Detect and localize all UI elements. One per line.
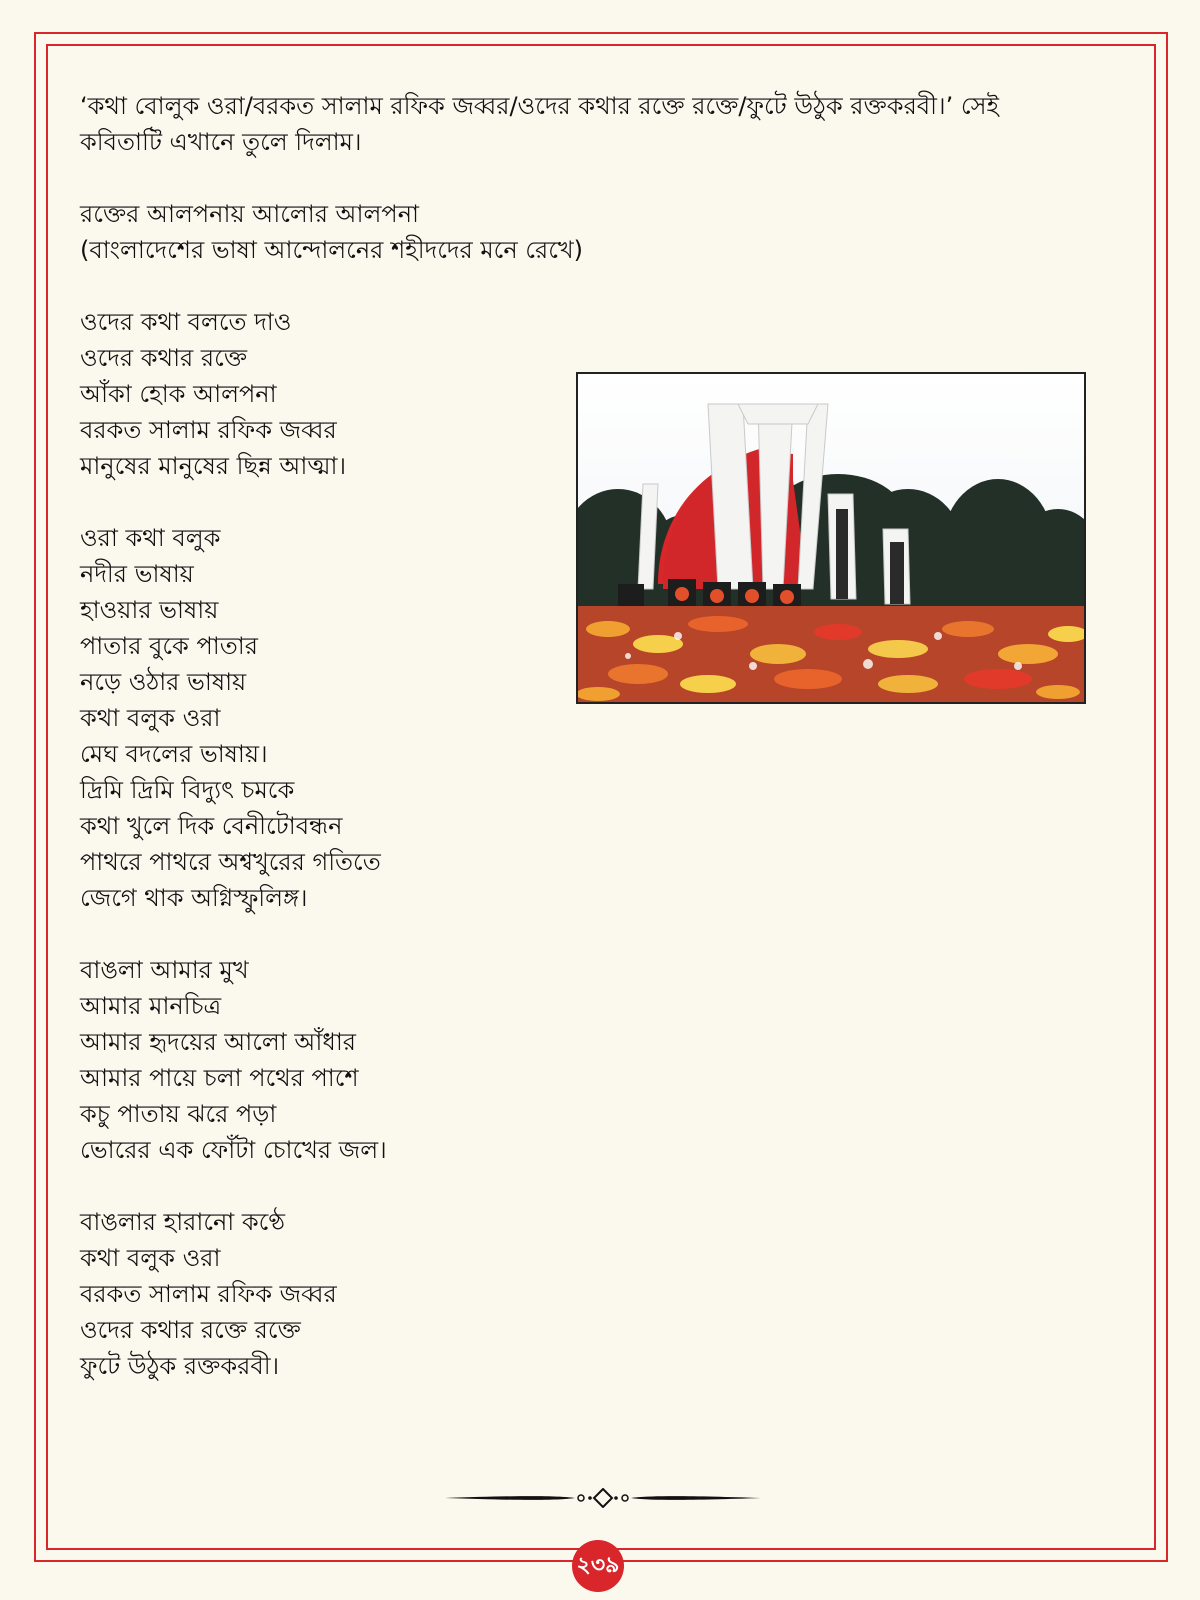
poem-line: বরকত সালাম রফিক জব্বর <box>80 1280 337 1308</box>
poem-line: আমার মানচিত্র <box>80 992 222 1020</box>
poem-line: পাথরে পাথরে অশ্বখুরের গতিতে <box>80 848 381 876</box>
poem-line: মেঘ বদলের ভাষায়। <box>80 740 268 768</box>
poem-line: পাতার বুকে পাতার <box>80 632 258 660</box>
poem-line: ওদের কথা বলতে দাও <box>80 308 292 336</box>
poem-line: বাঙলা আমার মুখ <box>80 956 249 984</box>
ornamental-divider <box>445 1488 761 1508</box>
poem-line: আমার হৃদয়ের আলো আঁধার <box>80 1028 356 1056</box>
poem-line: আমার পায়ে চলা পথের পাশে <box>80 1064 359 1092</box>
poem-line: কচু পাতায় ঝরে পড়া <box>80 1100 277 1128</box>
poem-heading <box>80 196 1130 268</box>
poem-line: মানুষের মানুষের ছিন্ন আত্মা। <box>80 452 347 480</box>
intro-paragraph <box>80 88 1130 160</box>
poem-line: বাঙলার হারানো কণ্ঠে <box>80 1208 285 1236</box>
poem-line: ওদের কথার রক্তে রক্তে <box>80 1316 301 1344</box>
poem-line: হাওয়ার ভাষায় <box>80 596 219 624</box>
intro-line-1: ‘কথা বোলুক ওরা/বরকত সালাম রফিক জব্বর/ওদের কথার রক্তে রক্তে/ফুটে উঠুক রক্তকরবী।’ সেই <box>80 92 999 120</box>
stanza-4 <box>80 1204 1130 1384</box>
poem-line: আঁকা হোক আলপনা <box>80 380 277 408</box>
poem-line: ওদের কথার রক্তে <box>80 344 248 372</box>
shaheed-minar-illustration <box>578 374 1084 702</box>
poem-line: নদীর ভাষায় <box>80 560 194 588</box>
poem-line: নড়ে ওঠার ভাষায় <box>80 668 247 696</box>
poem-line: জেগে থাক অগ্নিস্ফুলিঙ্গ। <box>80 884 308 912</box>
poem-line: কথা খুলে দিক বেনীটোবন্ধন <box>80 812 343 840</box>
intro-line-2: কবিতাটি এখানে তুলে দিলাম। <box>80 128 362 156</box>
poem-line: দ্রিমি দ্রিমি বিদ্যুৎ চমকে <box>80 776 295 804</box>
page-number-badge: ২৩৯ <box>572 1540 624 1592</box>
shaheed-minar-photo <box>576 372 1086 704</box>
stanza-3 <box>80 952 1130 1168</box>
poem-line: ফুটে উঠুক রক্তকরবী। <box>80 1352 280 1380</box>
poem-line: কথা বলুক ওরা <box>80 1244 221 1272</box>
poem-line: ভোরের এক ফোঁটা চোখের জল। <box>80 1136 387 1164</box>
poem-line: ওরা কথা বলুক <box>80 524 221 552</box>
poem-line: বরকত সালাম রফিক জব্বর <box>80 416 337 444</box>
poem-subtitle: (বাংলাদেশের ভাষা আন্দোলনের শহীদদের মনে রেখে) <box>80 236 583 264</box>
page-content <box>80 88 1130 1420</box>
poem-title: রক্তের আলপনায় আলোর আলপনা <box>80 200 419 228</box>
poem-line: কথা বলুক ওরা <box>80 704 221 732</box>
